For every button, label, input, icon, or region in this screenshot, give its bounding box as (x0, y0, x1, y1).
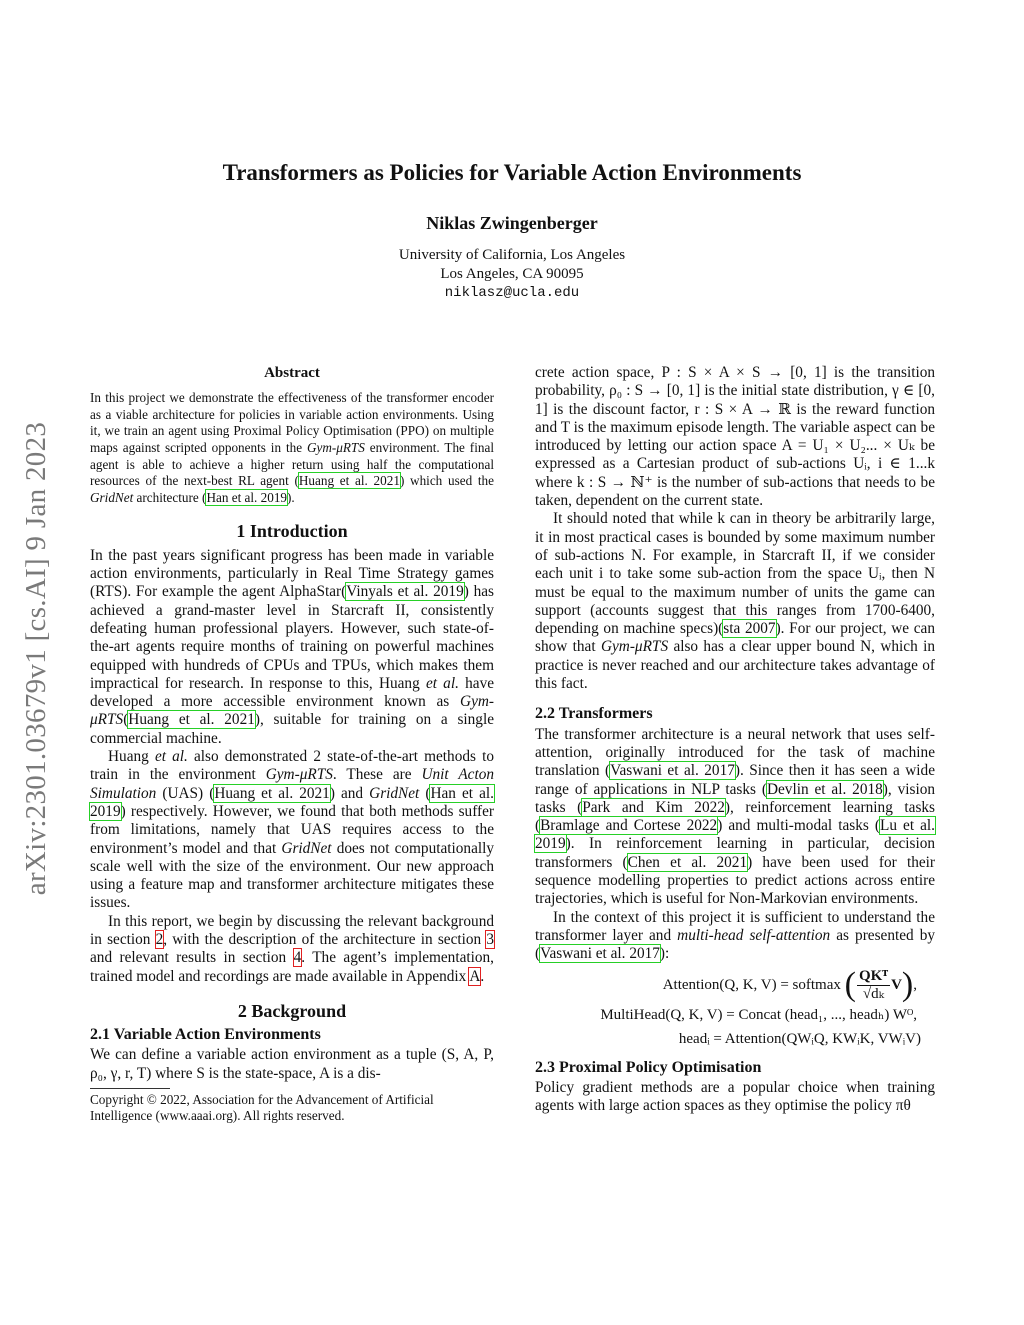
equation-head (535, 1027, 935, 1051)
institution: University of California, Los Angeles (398, 247, 626, 263)
citation-link[interactable]: Vaswani et al. 2017 (610, 762, 735, 780)
transformers-paragraph-1 (535, 726, 935, 909)
text-run: have developed a more accessible environment known as (90, 674, 495, 711)
abstract-text (90, 390, 494, 506)
appendix-ref-link[interactable]: A (469, 967, 481, 985)
abstract-text-3: ) which used the (399, 473, 495, 489)
section-ref-link[interactable]: 2 (155, 930, 164, 948)
subsection-heading-2-1: 2.1 Variable Action Environments (90, 1026, 321, 1044)
affiliation (0, 246, 1024, 303)
text-run: In the past years significant progress has been made in variable action environments, particularly in Real Time Strategy games (RTS). For example the agent AlphaStar( (90, 546, 494, 601)
abstract-gridnet: GridNet (90, 489, 134, 505)
section-ref-link[interactable]: 3 (486, 930, 494, 948)
text-run: ) and (329, 784, 370, 802)
text-run: In the context of this project it is sufficient to understand the transformer layer and (535, 908, 935, 944)
text-run: Gym-μRTS (90, 693, 494, 729)
section-heading-background: 2 Background (237, 1000, 347, 1021)
subsection-heading-2-2: 2.2 Transformers (535, 705, 653, 723)
text-run: (UAS) ( (156, 784, 215, 802)
text-run: et al. (425, 674, 459, 692)
author-name: Niklas Zwingenberger (426, 213, 598, 233)
text-run: ): (659, 945, 670, 963)
text-run: ) and multi-modal tasks ( (717, 817, 880, 835)
citation-link[interactable]: Huang et al. 2021 (128, 711, 255, 729)
eq-numerator: QKᵀ (858, 967, 889, 984)
text-run: ), suitable for training on a single commercial machine. (90, 711, 494, 747)
text-run: also has a clear upper bound N, which in practice is never reached and our architecture takes advantage of this fact. (535, 638, 935, 693)
citation-link[interactable]: Huang et al. 2021 (214, 784, 330, 802)
equation-block (535, 968, 935, 1051)
text-run: ), vision tasks ( (535, 780, 935, 816)
text-run: multi-head self-attention (677, 926, 831, 944)
intro-paragraph-2 (90, 748, 494, 913)
copyright-footnote: Copyright © 2022, Association for the Advancement of Artificial Intelligence (www.aaai.org). All rights reserved. (90, 1092, 434, 1124)
equation-attention: Attention(Q, K, V) = softmax ( $\frac{\text{QKᵀ}}{\text{√dₖ}}$ V ) , (662, 966, 917, 1003)
intro-paragraph-3 (90, 913, 494, 986)
eq-multihead-text: MultiHead(Q, K, V) = Concat (head₁, ..., headₕ) Wᴼ, (600, 1006, 917, 1023)
equation-multihead (535, 1003, 935, 1027)
text-run: Unit Acton Simulation (90, 766, 494, 802)
text-run: Gym-μRTS (600, 638, 669, 656)
abstract-text-5: ). (287, 489, 295, 505)
text-run: et al. (154, 748, 188, 766)
text-run: It should noted that while k can in theory be arbitrarily large, it in most practical cases is bounded by some maximum number of sub-actions N. For example, in Starcraft II, if we consider each unit i to take some sub-action from the space Uᵢ, then N must be equal to the maximum number of units the game can support (accounts suggest that this ranges from 1700-6400, depending on machine specs)( (535, 510, 935, 638)
email-link[interactable]: niklasz@ucla.edu (444, 285, 580, 301)
citation-link[interactable]: Huang et al. 2021 (298, 473, 400, 489)
text-run: The transformer architecture is a neural network that uses self-attention, originally introduced for the task of machine translation ( (535, 725, 935, 780)
text-run: ), reinforcement learning tasks ( (535, 798, 936, 835)
text-run: . The agent’s implementation, trained model and recordings are made available in Appendix (90, 949, 494, 985)
text-run: ) respectively. However, we found that both methods suffer from limitations, namely that UAS requires access to the environment’s model and that (90, 802, 494, 857)
text-run: does not computationally scale well with the size of the environment. Our new approach using a feature map and transformer architecture mitigates these issues. (90, 839, 495, 912)
paper-title: Transformers as Policies for Variable Action Environments (222, 160, 802, 185)
text-run: In this report, we begin by discussing the relevant background in section (90, 912, 494, 948)
arxiv-stamp (12, 378, 62, 938)
citation-link[interactable]: Lu et al. 2019 (535, 817, 936, 853)
section-heading-introduction: 1 Introduction (236, 521, 348, 542)
citation-link[interactable]: Han et al. 2019 (90, 784, 494, 820)
abstract-heading: Abstract (264, 365, 320, 381)
abstract-env-name: Gym-μRTS (306, 440, 365, 456)
left-column (90, 364, 494, 1125)
citation-link[interactable]: Devlin et al. 2018 (766, 780, 883, 798)
text-run: Huang (108, 748, 155, 766)
text-run: ( (123, 711, 129, 729)
abstract-text-4: architecture ( (133, 489, 207, 505)
arxiv-stamp-text: arXiv:2301.03679v1 [cs.AI] 9 Jan 2023 (20, 421, 53, 895)
text-run: GridNet (281, 839, 332, 857)
text-run: and relevant results in section (90, 949, 294, 967)
text-run: ) has achieved a grand-master level in Starcraft II, consistently defeating human professional players. However, such state-of-the-art agents require months of training on powerful machines equipped with hundreds of CPUs and TPUs, which makes them impractical for research. In response to this, Huang (90, 583, 495, 692)
intro-paragraph-1 (90, 547, 494, 748)
eq-paren-open: ( (844, 966, 856, 1003)
text-run: . (480, 967, 485, 985)
citation-link[interactable]: Bramlage and Cortese 2022 (540, 817, 718, 835)
eq-denominator: √dₖ (862, 985, 885, 1002)
text-run: . These are (332, 766, 422, 784)
background-paragraph-2: crete action space, P : S × A × S → [0, 1] is the transition probability, ρ₀ : S → [0, 1] is the initial state distribution, γ ∈ [0, 1] is the discount factor, r : S × A → ℝ is the reward function and T is the maximum episode length. The variable aspect can be introduced by letting our action space A = U₁ × U₂... × Uₖ be expressed as a Cartesian product of sub-actions Uᵢ, i ∈ 1...k where k : S → ℕ⁺ is the number of sub-actions that needs to be taken, dependent on the current state. (535, 364, 935, 510)
ppo-paragraph: Policy gradient methods are a popular choice when training agents with large action spaces as they optimise the policy πθ (535, 1078, 935, 1115)
background-paragraph-1: We can define a variable action environment as a tuple (S, A, P, ρ₀, γ, r, T) where S is the state-space, A is a dis- (90, 1046, 494, 1082)
citation-link[interactable]: sta 2007 (723, 620, 776, 638)
footnote-divider (90, 1088, 170, 1089)
eq-value-matrix: V (891, 977, 902, 993)
right-column (535, 364, 935, 1115)
eq-fraction (857, 968, 890, 1003)
eq-paren-close: ) (901, 966, 914, 1003)
eq-attention-lhs: Attention(Q, K, V) = softmax (662, 977, 841, 993)
text-run: ). In reinforcement learning in particular, decision transformers ( (535, 835, 935, 871)
citation-link[interactable]: Vinyals et al. 2019 (346, 583, 464, 601)
abstract-text-2: environment. The final agent is able to achieve a higher return using half the computational resources of the next-best RL agent ( (90, 440, 494, 489)
section-ref-link[interactable]: 4 (293, 949, 302, 967)
citation-link[interactable]: Vaswani et al. 2017 (540, 945, 660, 963)
text-run: , with the description of the architecture in section (163, 930, 487, 948)
abstract-text-1: In this project we demonstrate the effectiveness of the transformer encoder as a viable architecture for policies in variable action environments. Using it, we train an agent using Proximal Policy Optimisation (PPO) on multiple maps against scripted opponents in the (90, 390, 494, 456)
text-run: also demonstrated 2 state-of-the-art methods to train in the environment (90, 748, 494, 784)
citation-link[interactable]: Chen et al. 2021 (627, 853, 748, 871)
subsection-heading-2-3: 2.3 Proximal Policy Optimisation (535, 1058, 762, 1076)
citation-link[interactable]: Park and Kim 2022 (582, 798, 725, 816)
text-run: ) have been used for their sequence modelling properties to predict actions across entire trajectories, which is useful for Non-Markovian environments. (535, 853, 935, 908)
transformers-paragraph-2 (535, 909, 935, 964)
text-run: ). Since then it has seen a wide range of applications in NLP tasks ( (535, 762, 935, 798)
eq-head-text: headᵢ = Attention(QWᵢQ, KWᵢK, VWᵢV) (678, 1030, 921, 1047)
text-run: Gym-μRTS (265, 766, 333, 784)
address: Los Angeles, CA 90095 (440, 266, 584, 282)
background-paragraph-3 (535, 510, 935, 693)
citation-link[interactable]: Han et al. 2019 (206, 489, 288, 505)
text-run: ( (419, 784, 431, 802)
text-run: GridNet (369, 784, 420, 802)
text-run: as presented by ( (535, 926, 935, 963)
text-run: ). For our project, we can show that (535, 620, 935, 656)
